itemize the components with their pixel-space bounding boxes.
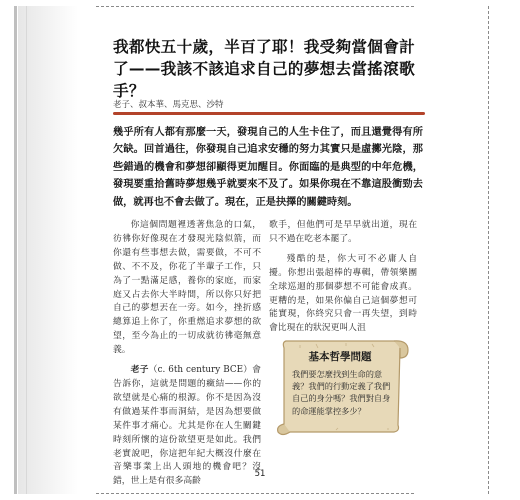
- crop-line-right: [488, 6, 489, 494]
- intro-paragraph: 幾乎所有人都有那麼一天，發現自己的人生卡住了，而且還覺得有所欠缺。回首過往，你發現自己追求安穩的努力其實只是虛擲光陰，那些錯過的機會和夢想卻顯得更加醒目。你面臨的是典型的中年危機，發現要重拾舊時夢想幾乎就要來不及了。如果你現在不靠這股衝勁去做，就再也不會去做了。現在，正是抉擇的關鍵時刻。: [113, 127, 423, 208]
- sidebar-text: 我們要怎麼找到生命的意義？我們的行動定義了我們自己的身分嗎？我們對自身的命運能掌控多少？: [292, 369, 391, 416]
- page-edge-line: [26, 6, 27, 494]
- philosophy-question-box: [276, 336, 416, 438]
- page-number: 51: [254, 469, 266, 479]
- crop-line-top: [96, 6, 414, 7]
- chapter-title: 我都快五十歲，半百了耶！我受夠當個會計了——我該不該追求自己的夢想去當搖滾歌手？: [113, 38, 415, 100]
- page-edge-line: [14, 6, 17, 494]
- body-paragraph: 你這個問題裡透著焦急的口氣，彷彿你好像現在才發現光陰似箭，而你還有些事想去做，需要做，不可不做、不不及，你花了半輩子工作，只為了一點滿足感，養你的家庭，而家庭又占去你大半時間，所以你只好把自己的夢想丟在一旁。如今，挫折感總算追上你了，你重燃追求夢想的欲望，至今為止的一切成就彷彿毫無意義。: [113, 220, 261, 356]
- crop-line-bottom: [96, 493, 414, 494]
- speaker-text: （c. 6th century BCE）會告訴你，這就是問題的癥結——你的欲望就是心痛的根源。你不是因為沒有做過某件事而洞結，是因為想要做某件事才痛心。尤其是你在人生關鍵時刻所懷的這份欲望更是如此。我們老實說吧，你這把年紀大概沒什麼在音樂事業上出人頭地的機會吧？沒錯，世上是有很多高齡: [113, 365, 261, 487]
- body-paragraph: 歌手，但他們可是早早就出道，現在只不過在吃老本罷了。: [269, 220, 417, 244]
- chapter-authors: 老子、叔本華、馬克思、沙特: [113, 100, 224, 110]
- body-column-left: [113, 219, 261, 489]
- sidebar-title: 基本哲學問題: [308, 351, 372, 363]
- page-gutter-shadow: [18, 6, 78, 494]
- body-column-right: [269, 219, 417, 336]
- title-underline: [113, 112, 425, 115]
- speaker-name: 老子: [130, 365, 149, 376]
- body-paragraph: 殘酷的是，你大可不必庸人自擾。你想出張超棒的專輯，帶領樂團全球巡迴的那個夢想不可能會成真。更糟的是，如果你偏自己這個夢想可能實現，你終究只會一再失望，到時會比現在的狀況更叫人沮: [269, 253, 417, 334]
- body-paragraph: [113, 364, 261, 489]
